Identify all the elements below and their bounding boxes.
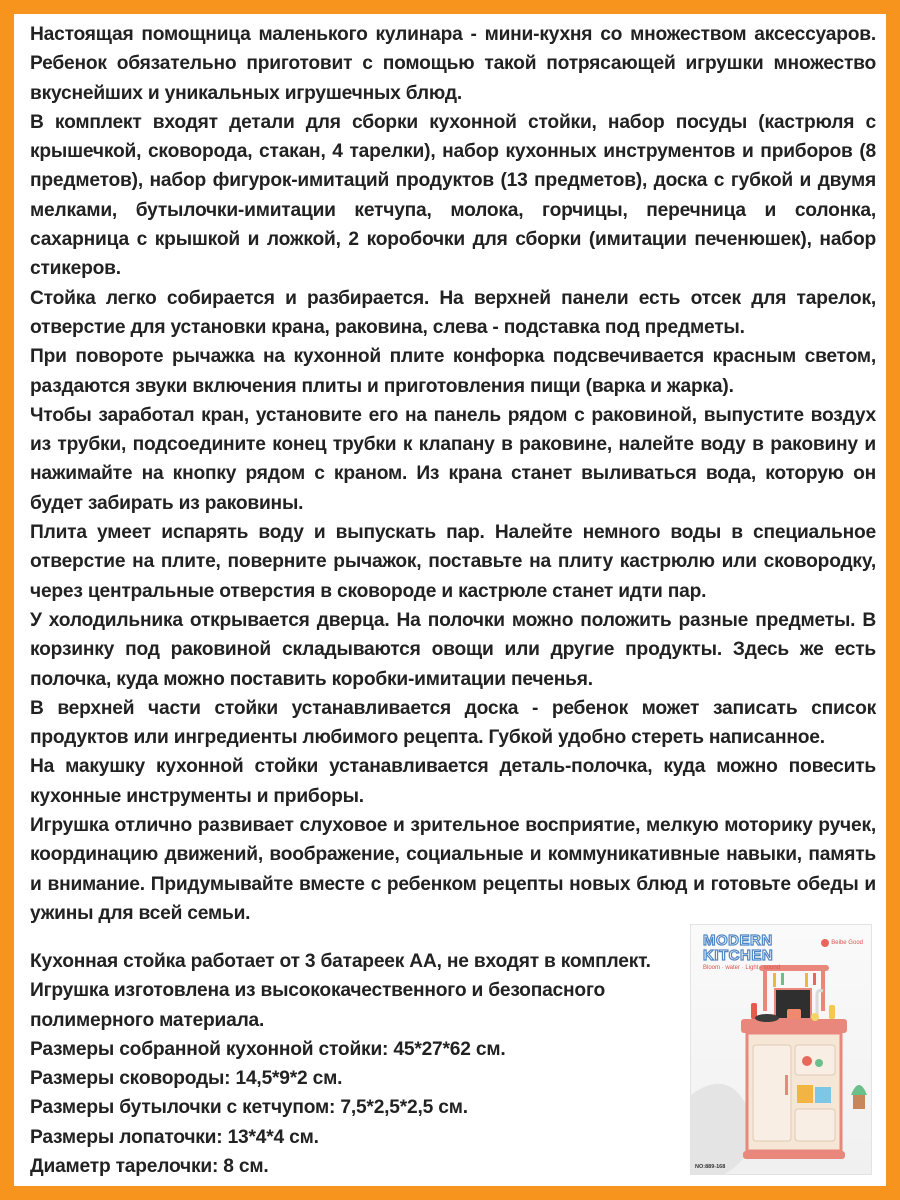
description-paragraph: На макушку кухонной стойки устанавливается деталь-полочка, куда можно повесить кухонные инструменты и приборы. [30, 756, 876, 807]
spec-line: Игрушка изготовлена из высококачественного и безопасного [30, 980, 606, 1002]
product-description-sheet [14, 14, 886, 1186]
brand-line: MODERN [703, 932, 773, 949]
product-box-image [690, 924, 872, 1175]
product-code: NO:889-168 [695, 1164, 726, 1170]
description-paragraph: Чтобы заработал кран, установите его на панель рядом с раковиной, выпустите воздух из трубки, подсоедините конец трубки к клапану в раковине, налейте воду в раковину и нажимайте на кнопку рядом с краном. Из крана станет выливаться вода, которую он будет забирать из раковины. [30, 404, 876, 514]
description-paragraph: У холодильника открывается дверца. На полочки можно положить разные предметы. В корзинку под раковиной складываются овощи или другие продукты. Здесь же есть полочка, куда можно поставить коробки-имитации печенья. [30, 609, 876, 690]
description-paragraph: При повороте рычажка на кухонной плите конфорка подсвечивается красным светом, раздаются звуки включения плиты и приготовления пищи (варка и жарка). [30, 346, 876, 397]
maker-name: Beibe Good [831, 940, 863, 946]
spec-line: Размеры сковороды: 14,5*9*2 см. [30, 1068, 343, 1090]
description-paragraph: Настоящая помощница маленького кулинара - мини-кухня со множеством аксессуаров. Ребенок обязательно приготовит с помощью такой потрясающей игрушки множество вкуснейших и уникальных игрушечных блюд. [30, 24, 876, 104]
spec-line: Кухонная стойка работает от 3 батареек АА, не входят в комплект. [30, 951, 651, 972]
brand-line: KITCHEN [703, 947, 774, 964]
description-paragraph: В комплект входят детали для сборки кухонной стойки, набор посуды (кастрюля с крышечкой, сковорода, стакан, 4 тарелки), набор кухонных инструментов и приборов (8 предметов), набор фигурок-имитаций продуктов (13 предметов), доска с губкой и двумя мелками, бутылочки-имитации кетчупа, молока, горчицы, перечница и солонка, сахарница с крышкой и ложкой, 2 коробочки для сборки (имитации печенюшек), набор стикеров. [30, 111, 876, 280]
description-paragraph: В верхней части стойки устанавливается доска - ребенок может записать список продуктов или ингредиенты любимого рецепта. Губкой удобно стереть написанное. [30, 697, 876, 749]
description-text [30, 20, 876, 928]
description-paragraph: Игрушка отлично развивает слуховое и зрительное восприятие, мелкую моторику ручек, координацию движений, воображение, социальные и коммуникативные навыки, память и внимание. Придумывайте вместе с ребенком рецепты новых блюд и готовьте обеды и ужины для всей семьи. [30, 815, 876, 924]
maker-label [821, 939, 863, 947]
box-tagline: Bloom · water · Light · sound [703, 965, 781, 971]
spec-line: Размеры собранной кухонной стойки: 45*27*62 см. [30, 1038, 506, 1060]
maker-logo-icon [821, 939, 829, 947]
description-paragraph: Плита умеет испарять воду и выпускать пар. Налейте немного воды в специальное отверстие на плите, поверните рычажок, поставьте на плиту кастрюлю или сковородку, через центральные отверстия в сковороде и кастрюле станет идти пар. [30, 522, 876, 602]
spec-line: Размеры бутылочки с кетчупом: 7,5*2,5*2,5 см. [30, 1097, 468, 1119]
specifications-list [30, 947, 710, 1181]
spec-line: Диаметр тарелочки: 8 см. [30, 1156, 269, 1178]
spec-line: полимерного материала. [30, 1009, 265, 1031]
brand-logo [703, 933, 773, 963]
spec-line: Размеры лопаточки: 13*4*4 см. [30, 1126, 319, 1148]
description-paragraph: Стойка легко собирается и разбирается. На верхней панели есть отсек для тарелок, отверстие для установки крана, раковина, слева - подставка под предметы. [30, 287, 876, 338]
